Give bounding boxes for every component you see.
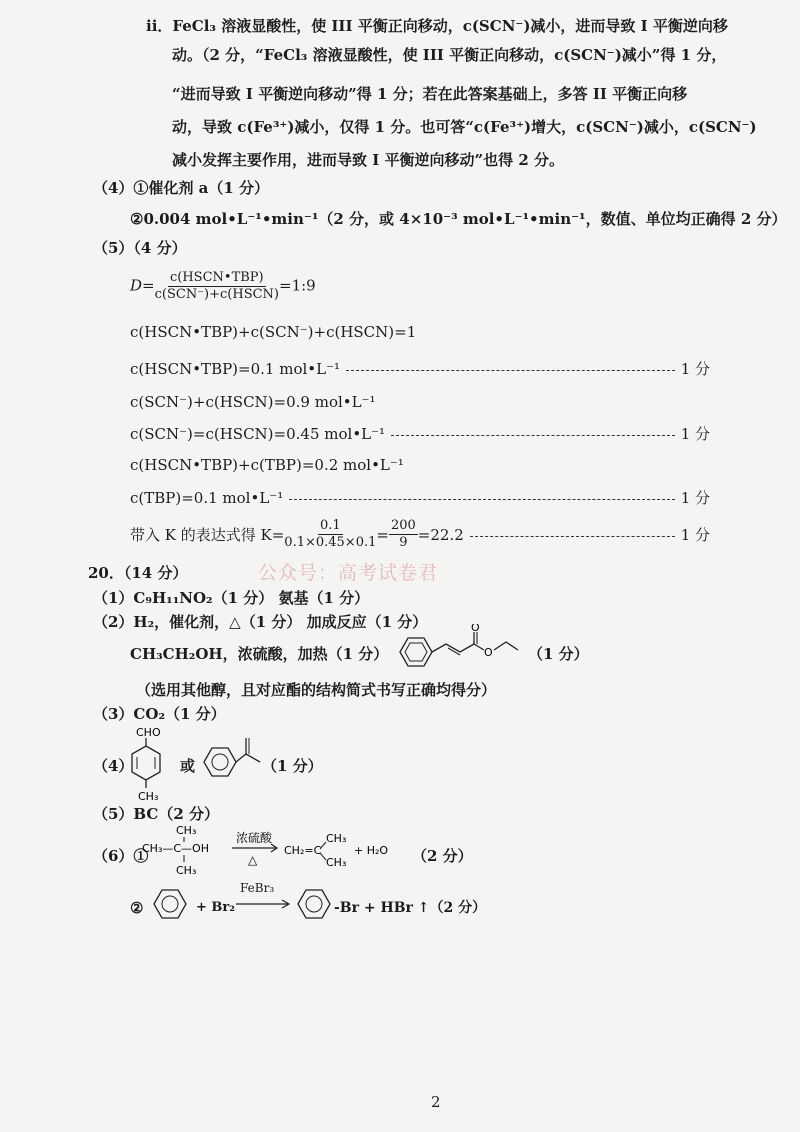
q19-ii-line2: 动。（2 分，“FeCl₃ 溶液显酸性，使 III 平衡正向移动，c(SCN⁻)减小”得 1 分， <box>172 46 727 64</box>
svg-text:CH₃: CH₃ <box>176 824 197 837</box>
svg-text:CH₃: CH₃ <box>326 832 347 845</box>
q20-part1: （1）C₉H₁₁NO₂（1 分） 氨基（1 分） <box>93 589 370 607</box>
q20-part3: （3）CO₂（1 分） <box>93 705 226 723</box>
svg-text:CH₂=C: CH₂=C <box>284 844 322 857</box>
q20-part4-score: （1 分） <box>262 757 323 775</box>
q19-part4-label: （4）①催化剂 a（1 分） <box>93 179 270 197</box>
svg-text:O: O <box>471 624 480 634</box>
page-number: 2 <box>431 1093 441 1111</box>
acetophenone-structure <box>200 730 264 780</box>
tert-butanol-dehydration-equation <box>142 824 422 886</box>
eq6-row: c(TBP)=0.1 mol•L⁻¹ 1 分 <box>130 488 710 507</box>
svg-text:+ H₂O: + H₂O <box>354 844 389 857</box>
svg-text:CH₃: CH₃ <box>138 790 159 803</box>
eq2-row: c(HSCN•TBP)=0.1 mol•L⁻¹ 1 分 <box>130 359 710 378</box>
febr3-catalyst: FeBr₃ <box>240 881 275 895</box>
q20-part2-score: （1 分） <box>528 645 589 663</box>
ethyl-cinnamate-structure <box>394 624 534 676</box>
q20-part4-label: （4） <box>93 757 134 775</box>
q20-part6-2-product: -Br + HBr ↑（2 分） <box>334 900 487 916</box>
p-tolualdehyde-structure <box>126 726 172 804</box>
reaction-arrow <box>236 898 292 910</box>
q20-part6-2-label: ② <box>130 899 144 917</box>
eq4-row: c(SCN⁻)=c(HSCN)=0.45 mol•L⁻¹ 1 分 <box>130 424 710 443</box>
k-fraction: $\frac{0.1}{0.1\times 0.45\times 0.1}$ <box>284 518 377 550</box>
q20-header: 20．（14 分） <box>88 564 188 582</box>
q20-part5: （5）BC（2 分） <box>93 805 219 823</box>
k-row: 带入 K 的表达式得 K= $\frac{0.1}{0.1\times 0.45\times 0.1}$ = $\frac{200}{9}$ =22.2 1 分 <box>130 518 710 550</box>
d-fraction: $\frac{\text{c(HSCN•TBP)}}{\text{c(SCN⁻)+c(HSCN)}}$ <box>154 270 280 302</box>
k-fraction-2: $\frac{200}{9}$ <box>390 518 416 550</box>
q20-part4-or: 或 <box>180 757 196 775</box>
eq3: c(SCN⁻)+c(HSCN)=0.9 mol•L⁻¹ <box>130 393 376 411</box>
q20-part2-note: （选用其他醇，且对应酯的结构简式书写正确均得分） <box>136 681 497 699</box>
svg-text:CH₃—C—OH: CH₃—C—OH <box>142 842 209 855</box>
q20-part2: （2）H₂，催化剂，△（1 分） 加成反应（1 分） <box>93 613 428 631</box>
d-expression: D= $\frac{\text{c(HSCN•TBP)}}{\text{c(SCN⁻)+c(HSCN)}}$ =1:9 <box>130 270 316 302</box>
svg-text:△: △ <box>248 853 258 867</box>
q19-ii-line4: 动，导致 c(Fe³⁺)减小，仅得 1 分。也可答“c(Fe³⁺)增大，c(SCN⁻)减小，c(SCN⁻) <box>172 118 757 136</box>
dash-leader <box>346 370 675 371</box>
svg-text:CH₃: CH₃ <box>176 864 197 877</box>
q19-part5-label: （5）（4 分） <box>93 239 187 257</box>
benzene-ring <box>150 884 190 924</box>
svg-text:CH₃: CH₃ <box>326 856 347 869</box>
q20-part6-label: （6）① <box>93 847 149 865</box>
q19-ii-line3: “进而导致 I 平衡逆向移动”得 1 分；若在此答案基础上，多答 II 平衡正向移 <box>172 85 688 103</box>
dash-leader <box>391 435 675 436</box>
q19-ii-line5: 减小发挥主要作用，进而导致 I 平衡逆向移动”也得 2 分。 <box>172 151 564 169</box>
q20-part2-reagent: CH₃CH₂OH，浓硫酸，加热（1 分） <box>130 645 389 663</box>
svg-text:CHO: CHO <box>136 726 161 739</box>
dash-leader <box>470 536 675 537</box>
q19-part4-answer2: ②0.004 mol•L⁻¹•min⁻¹（2 分，或 4×10⁻³ mol•L⁻¹•min⁻¹，数值、单位均正确得 2 分） <box>130 210 787 228</box>
bromine-reagent: + Br₂ <box>196 900 235 915</box>
bromobenzene-ring <box>294 884 334 924</box>
eq5: c(HSCN•TBP)+c(TBP)=0.2 mol•L⁻¹ <box>130 456 404 474</box>
dash-leader <box>289 499 674 500</box>
q20-part6-score: （2 分） <box>412 847 473 865</box>
svg-text:O: O <box>484 646 493 659</box>
svg-text:浓硫酸: 浓硫酸 <box>236 831 273 845</box>
eq1: c(HSCN•TBP)+c(SCN⁻)+c(HSCN)=1 <box>130 323 417 341</box>
q19-ii-line1: ii．FeCl₃ 溶液显酸性，使 III 平衡正向移动，c(SCN⁻)减小，进而导致 I 平衡逆向移 <box>146 17 728 35</box>
watermark: 公众号：高考试卷君 <box>258 562 439 584</box>
